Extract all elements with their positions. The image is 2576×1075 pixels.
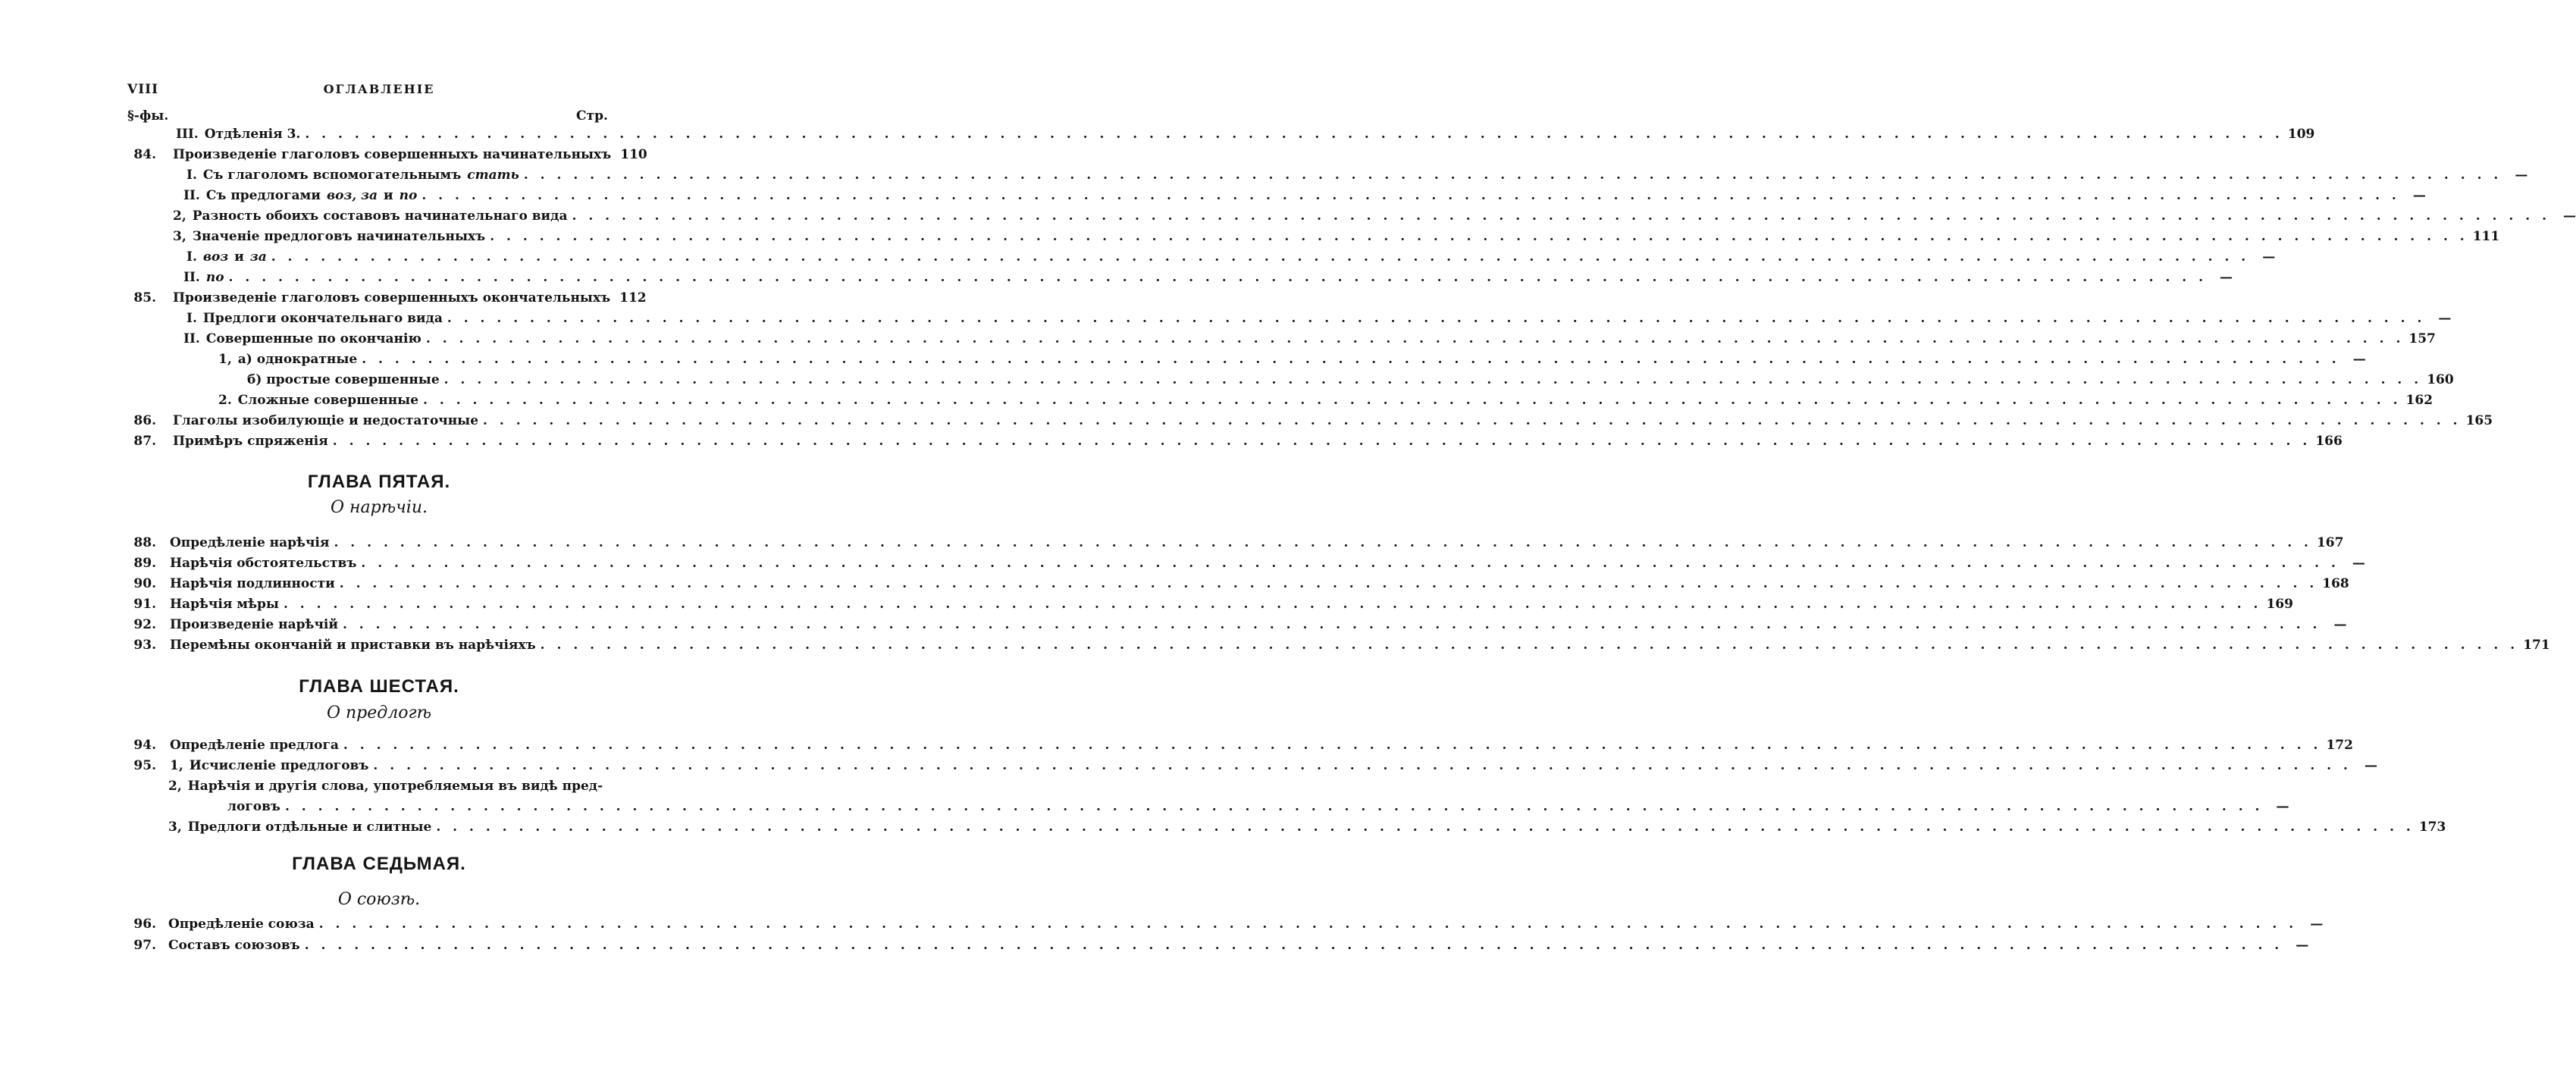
chapter-six-subtitle: О предлогѣ [326, 704, 432, 722]
entry-text: Съ глаголомъ вспомогательнымъ [202, 168, 462, 183]
page-number: VIII [127, 82, 159, 97]
dot-leader: . . . . . . . . . . . . . . . . . . . . . . . . . . . . . . . . . . . . . . . . . . . . . . . . . . . . . . . . . . . . . . . . . . . . . . . . . . . . . . . . . . . . . . . . . . . . . . . . . . . . . . . . . . . . . . . . . . . . . . . . [334, 535, 2312, 550]
entry-page: — [2310, 917, 2324, 932]
entry-marker: I. [186, 249, 197, 265]
entry-body [218, 393, 2433, 408]
entry-page: 172 [2326, 738, 2353, 753]
toc-entry [0, 290, 758, 310]
paragraph-number: 88. [133, 535, 156, 550]
entry-body [173, 434, 2343, 449]
paragraph-number: 89. [133, 556, 156, 571]
paragraph-number: 95. [133, 758, 156, 773]
toc-entry [0, 535, 2344, 555]
entry-body [218, 352, 2366, 367]
entry-text: Нарѣчія мѣры [170, 597, 279, 612]
entry-body [168, 779, 608, 794]
entry-text: Опредѣленіе предлога [170, 738, 339, 753]
dot-leader: . . . . . . . . . . . . . . . . . . . . . . . . . . . . . . . . . . . . . . . . . . . . . . . . . . . . . . . . . . . . . . . . . . . . . . . . . . . . . . . . . . . . . . . . . . . . . . . . . . . . . . . . . . . . . . . . . . . . . . . . [421, 188, 2400, 203]
entry-text: Совершенные по окончанію [205, 331, 421, 346]
dot-leader: . . . . . . . . . . . . . . . . . . . . . . . . . . . . . . . . . . . . . . . . . . . . . . . . . . . . . . . . . . . . . . . . . . . . . . . . . . . . . . . . . . . . . . . . . . . . . . . . . . . . . . . . . . . . . . . . . . . . . . . . [283, 597, 2262, 612]
entry-page: 112 [619, 290, 647, 306]
entry-body [183, 331, 2436, 346]
paragraph-number: 94. [133, 738, 156, 753]
entry-text: Перемѣны окончаній и приставки въ нарѣчіяхъ [170, 638, 536, 653]
entry-text: Предлоги отдѣльные и слитные [187, 820, 432, 835]
toc-entry [0, 917, 2324, 936]
page-column-header: Стр. [576, 108, 608, 124]
entry-body [186, 249, 2276, 265]
entry-body [168, 938, 2309, 953]
toc-entry [0, 556, 2365, 575]
entry-text: Произведеніе глаголовъ совершенныхъ окончательныхъ [173, 290, 611, 306]
toc-entry [0, 208, 2576, 228]
entry-marker: 1, [170, 758, 183, 773]
entry-marker: II. [183, 270, 200, 285]
entry-body [186, 311, 2452, 326]
entry-text: Разность обоихъ составовъ начинательнаго вида [192, 208, 568, 224]
entry-text: Предлоги окончательнаго вида [202, 311, 443, 326]
chapter-seven-title: ГЛАВА СЕДЬМАЯ. [292, 854, 466, 874]
dot-leader: . . . . . . . . . . . . . . . . . . . . . . . . . . . . . . . . . . . . . . . . . . . . . . . . . . . . . . . . . . . . . . . . . . . . . . . . . . . . . . . . . . . . . . . . . . . . . . . . . . . . . . . . . . . . . . . . . . . . . . . . [523, 168, 2502, 183]
paragraph-number: 97. [133, 938, 156, 953]
entry-marker: 3, [168, 820, 182, 835]
entry-page: — [2438, 311, 2452, 326]
toc-entry [0, 938, 2309, 957]
toc-entry [0, 779, 758, 798]
entry-body [186, 168, 2528, 183]
entry-page: 166 [2315, 434, 2343, 449]
dot-leader: . . . . . . . . . . . . . . . . . . . . . . . . . . . . . . . . . . . . . . . . . . . . . . . . . . . . . . . . . . . . . . . . . . . . . . . . . . . . . . . . . . . . . . . . . . . . . . . . . . . . . . . . . . . . . . . . . . . . . . . . [447, 311, 2426, 326]
chapter-seven-subtitle: О союзѣ. [337, 890, 421, 909]
entry-body [170, 738, 2353, 753]
entry-italic-term: за [249, 249, 267, 265]
entry-body [173, 229, 2500, 244]
entry-body [168, 917, 2324, 932]
dot-leader: . . . . . . . . . . . . . . . . . . . . . . . . . . . . . . . . . . . . . . . . . . . . . . . . . . . . . . . . . . . . . . . . . . . . . . . . . . . . . . . . . . . . . . . . . . . . . . . . . . . . . . . . . . . . . . . . . . . . . . . . [483, 413, 2462, 428]
entry-page: — [2296, 938, 2309, 953]
paragraph-number: 90. [133, 576, 156, 591]
dot-leader: . . . . . . . . . . . . . . . . . . . . . . . . . . . . . . . . . . . . . . . . . . . . . . . . . . . . . . . . . . . . . . . . . . . . . . . . . . . . . . . . . . . . . . . . . . . . . . . . . . . . . . . . . . . . . . . . . . . . . . . . [425, 331, 2405, 346]
dot-leader: . . . . . . . . . . . . . . . . . . . . . . . . . . . . . . . . . . . . . . . . . . . . . . . . . . . . . . . . . . . . . . . . . . . . . . . . . . . . . . . . . . . . . . . . . . . . . . . . . . . . . . . . . . . . . . . . . . . . . . . . [305, 127, 2283, 142]
entry-body [176, 127, 2315, 142]
entry-page: 109 [2287, 127, 2315, 142]
entry-body [183, 188, 2426, 203]
dot-leader: . . . . . . . . . . . . . . . . . . . . . . . . . . . . . . . . . . . . . . . . . . . . . . . . . . . . . . . . . . . . . . . . . . . . . . . . . . . . . . . . . . . . . . . . . . . . . . . . . . . . . . . . . . . . . . . . . . . . . . . . [228, 270, 2208, 285]
dot-leader: . . . . . . . . . . . . . . . . . . . . . . . . . . . . . . . . . . . . . . . . . . . . . . . . . . . . . . . . . . . . . . . . . . . . . . . . . . . . . . . . . . . . . . . . . . . . . . . . . . . . . . . . . . . . . . . . . . . . . . . . [362, 352, 2340, 367]
entry-italic-term: воз, за [326, 188, 378, 203]
toc-entry [0, 638, 2550, 657]
entry-page: 157 [2408, 331, 2436, 346]
paragraph-number: 86. [133, 413, 156, 428]
entry-page: 169 [2266, 597, 2293, 612]
entry-page: — [2352, 352, 2366, 367]
toc-entry [0, 617, 2347, 637]
entry-body [173, 147, 647, 162]
entry-body [170, 638, 2550, 653]
entry-text: б) простые совершенные [247, 372, 440, 387]
toc-entry [0, 168, 2528, 187]
entry-marker: II. [183, 331, 200, 346]
paragraph-number: 91. [133, 597, 156, 612]
entry-text: Исчисленіе предлоговъ [189, 758, 369, 773]
entry-body [173, 290, 647, 306]
entry-page: — [2262, 249, 2276, 265]
toc-entry [0, 738, 2353, 757]
entry-italic-term: стать [467, 168, 519, 183]
entry-body [168, 820, 2446, 835]
toc-entry [0, 311, 2452, 331]
entry-text-connector: и [384, 188, 393, 203]
dot-leader: . . . . . . . . . . . . . . . . . . . . . . . . . . . . . . . . . . . . . . . . . . . . . . . . . . . . . . . . . . . . . . . . . . . . . . . . . . . . . . . . . . . . . . . . . . . . . . . . . . . . . . . . . . . . . . . . . . . . . . . . [339, 576, 2318, 591]
entry-body [170, 617, 2347, 632]
entry-text-connector: и [234, 249, 244, 265]
entry-text: Съ предлогами [205, 188, 321, 203]
toc-entry [0, 188, 2426, 208]
entry-marker: 1, [218, 352, 232, 367]
entry-text: Составъ союзовъ [168, 938, 300, 953]
dot-leader: . . . . . . . . . . . . . . . . . . . . . . . . . . . . . . . . . . . . . . . . . . . . . . . . . . . . . . . . . . . . . . . . . . . . . . . . . . . . . . . . . . . . . . . . . . . . . . . . . . . . . . . . . . . . . . . . . . . . . . . . [342, 617, 2321, 632]
entry-body [173, 413, 2493, 428]
entry-text: Произведеніе глаголовъ совершенныхъ начинательныхъ [173, 147, 612, 162]
entry-page: — [2276, 799, 2289, 814]
dot-leader: . . . . . . . . . . . . . . . . . . . . . . . . . . . . . . . . . . . . . . . . . . . . . . . . . . . . . . . . . . . . . . . . . . . . . . . . . . . . . . . . . . . . . . . . . . . . . . . . . . . . . . . . . . . . . . . . . . . . . . . . [443, 372, 2423, 387]
entry-marker: 2, [173, 208, 186, 224]
entry-page: — [2412, 188, 2426, 203]
entry-text: Глаголы изобилующіе и недостаточные [173, 413, 479, 428]
paragraph-number: 84. [133, 147, 156, 162]
dot-leader: . . . . . . . . . . . . . . . . . . . . . . . . . . . . . . . . . . . . . . . . . . . . . . . . . . . . . . . . . . . . . . . . . . . . . . . . . . . . . . . . . . . . . . . . . . . . . . . . . . . . . . . . . . . . . . . . . . . . . . . . [271, 249, 2250, 265]
dot-leader: . . . . . . . . . . . . . . . . . . . . . . . . . . . . . . . . . . . . . . . . . . . . . . . . . . . . . . . . . . . . . . . . . . . . . . . . . . . . . . . . . . . . . . . . . . . . . . . . . . . . . . . . . . . . . . . . . . . . . . . . [304, 938, 2283, 953]
entry-page: — [2333, 617, 2347, 632]
toc-entry [0, 413, 2493, 433]
entry-text: Значеніе предлоговъ начинательныхъ [192, 229, 486, 244]
toc-entry [0, 127, 2315, 146]
entry-marker: 2, [168, 779, 182, 794]
entry-page: — [2515, 168, 2528, 183]
entry-text: а) однократные [237, 352, 358, 367]
toc-entry [0, 576, 2349, 596]
toc-entry [0, 820, 2446, 839]
entry-text: Нарѣчія подлинности [170, 576, 335, 591]
entry-page: 171 [2523, 638, 2550, 653]
dot-leader: . . . . . . . . . . . . . . . . . . . . . . . . . . . . . . . . . . . . . . . . . . . . . . . . . . . . . . . . . . . . . . . . . . . . . . . . . . . . . . . . . . . . . . . . . . . . . . . . . . . . . . . . . . . . . . . . . . . . . . . . [373, 758, 2352, 773]
entry-text: Нарѣчія и другія слова, употребляемыя въ видѣ пред- [187, 779, 603, 794]
entry-text: логовъ [227, 799, 280, 814]
entry-body [173, 208, 2576, 224]
entry-page: 110 [620, 147, 647, 162]
toc-entry [0, 597, 2293, 616]
entry-body [170, 576, 2349, 591]
toc-entry [0, 434, 2343, 453]
dot-leader: . . . . . . . . . . . . . . . . . . . . . . . . . . . . . . . . . . . . . . . . . . . . . . . . . . . . . . . . . . . . . . . . . . . . . . . . . . . . . . . . . . . . . . . . . . . . . . . . . . . . . . . . . . . . . . . . . . . . . . . . [423, 393, 2402, 408]
entry-italic-term: воз [202, 249, 229, 265]
entry-text: Нарѣчія обстоятельствъ [170, 556, 357, 571]
entry-body [170, 556, 2365, 571]
entry-page: 162 [2405, 393, 2433, 408]
entry-text: Опредѣленіе нарѣчія [170, 535, 330, 550]
entry-italic-term: по [205, 270, 224, 285]
dot-leader: . . . . . . . . . . . . . . . . . . . . . . . . . . . . . . . . . . . . . . . . . . . . . . . . . . . . . . . . . . . . . . . . . . . . . . . . . . . . . . . . . . . . . . . . . . . . . . . . . . . . . . . . . . . . . . . . . . . . . . . . [332, 434, 2311, 449]
chapter-five-title: ГЛАВА ПЯТАЯ. [307, 472, 451, 492]
entry-page: 111 [2472, 229, 2500, 244]
entry-marker: 2. [218, 393, 232, 408]
entry-italic-term: по [399, 188, 418, 203]
toc-entry [0, 799, 2289, 819]
entry-marker: II. [183, 188, 200, 203]
entry-body [170, 758, 2377, 773]
entry-body [227, 799, 2289, 814]
toc-entry [0, 249, 2276, 269]
paragraph-column-header: §-фы. [127, 108, 169, 124]
entry-body [170, 597, 2293, 612]
entry-marker: I. [186, 168, 197, 183]
entry-marker: III. [176, 127, 199, 142]
entry-page: — [2352, 556, 2365, 571]
toc-entry [0, 331, 2436, 351]
paragraph-number: 85. [133, 290, 156, 306]
entry-page: — [2364, 758, 2377, 773]
chapter-five-subtitle: О нарѣчіи. [330, 498, 428, 517]
entry-page: 160 [2427, 372, 2454, 387]
entry-marker: 3, [173, 229, 186, 244]
entry-page: 173 [2418, 820, 2446, 835]
paragraph-number: 93. [133, 638, 156, 653]
dot-leader: . . . . . . . . . . . . . . . . . . . . . . . . . . . . . . . . . . . . . . . . . . . . . . . . . . . . . . . . . . . . . . . . . . . . . . . . . . . . . . . . . . . . . . . . . . . . . . . . . . . . . . . . . . . . . . . . . . . . . . . . [343, 738, 2322, 753]
toc-entry [0, 393, 2433, 412]
dot-leader: . . . . . . . . . . . . . . . . . . . . . . . . . . . . . . . . . . . . . . . . . . . . . . . . . . . . . . . . . . . . . . . . . . . . . . . . . . . . . . . . . . . . . . . . . . . . . . . . . . . . . . . . . . . . . . . . . . . . . . . . [361, 556, 2339, 571]
paragraph-number: 96. [133, 917, 156, 932]
entry-text: Отдѣленія 3. [204, 127, 301, 142]
dot-leader: . . . . . . . . . . . . . . . . . . . . . . . . . . . . . . . . . . . . . . . . . . . . . . . . . . . . . . . . . . . . . . . . . . . . . . . . . . . . . . . . . . . . . . . . . . . . . . . . . . . . . . . . . . . . . . . . . . . . . . . . [284, 799, 2264, 814]
entry-page: 168 [2322, 576, 2349, 591]
entry-text: Примѣръ спряженія [173, 434, 328, 449]
dot-leader: . . . . . . . . . . . . . . . . . . . . . . . . . . . . . . . . . . . . . . . . . . . . . . . . . . . . . . . . . . . . . . . . . . . . . . . . . . . . . . . . . . . . . . . . . . . . . . . . . . . . . . . . . . . . . . . . . . . . . . . . [572, 208, 2551, 224]
dot-leader: . . . . . . . . . . . . . . . . . . . . . . . . . . . . . . . . . . . . . . . . . . . . . . . . . . . . . . . . . . . . . . . . . . . . . . . . . . . . . . . . . . . . . . . . . . . . . . . . . . . . . . . . . . . . . . . . . . . . . . . . [540, 638, 2519, 653]
paragraph-number: 87. [133, 434, 156, 449]
chapter-six-title: ГЛАВА ШЕСТАЯ. [299, 676, 459, 697]
toc-entry [0, 229, 2500, 249]
entry-body [183, 270, 2233, 285]
entry-page: — [2563, 208, 2576, 224]
toc-entry [0, 270, 2233, 290]
entry-text: Опредѣленіе союза [168, 917, 315, 932]
entry-marker: I. [186, 311, 197, 326]
toc-entry [0, 352, 2366, 371]
dot-leader: . . . . . . . . . . . . . . . . . . . . . . . . . . . . . . . . . . . . . . . . . . . . . . . . . . . . . . . . . . . . . . . . . . . . . . . . . . . . . . . . . . . . . . . . . . . . . . . . . . . . . . . . . . . . . . . . . . . . . . . . [318, 917, 2298, 932]
toc-entry [0, 758, 2377, 778]
running-title: ОГЛАВЛЕНІЕ [323, 82, 435, 96]
entry-text: Сложные совершенные [237, 393, 419, 408]
entry-page: 165 [2465, 413, 2493, 428]
entry-body [170, 535, 2344, 550]
entry-body [247, 372, 2454, 387]
dot-leader: . . . . . . . . . . . . . . . . . . . . . . . . . . . . . . . . . . . . . . . . . . . . . . . . . . . . . . . . . . . . . . . . . . . . . . . . . . . . . . . . . . . . . . . . . . . . . . . . . . . . . . . . . . . . . . . . . . . . . . . . [436, 820, 2415, 835]
entry-text: Произведеніе нарѣчій [170, 617, 338, 632]
entry-page: — [2220, 270, 2233, 285]
paragraph-number: 92. [133, 617, 156, 632]
entry-page: 167 [2316, 535, 2344, 550]
toc-entry [0, 372, 2454, 392]
dot-leader: . . . . . . . . . . . . . . . . . . . . . . . . . . . . . . . . . . . . . . . . . . . . . . . . . . . . . . . . . . . . . . . . . . . . . . . . . . . . . . . . . . . . . . . . . . . . . . . . . . . . . . . . . . . . . . . . . . . . . . . . [490, 229, 2468, 244]
toc-entry [0, 147, 758, 167]
